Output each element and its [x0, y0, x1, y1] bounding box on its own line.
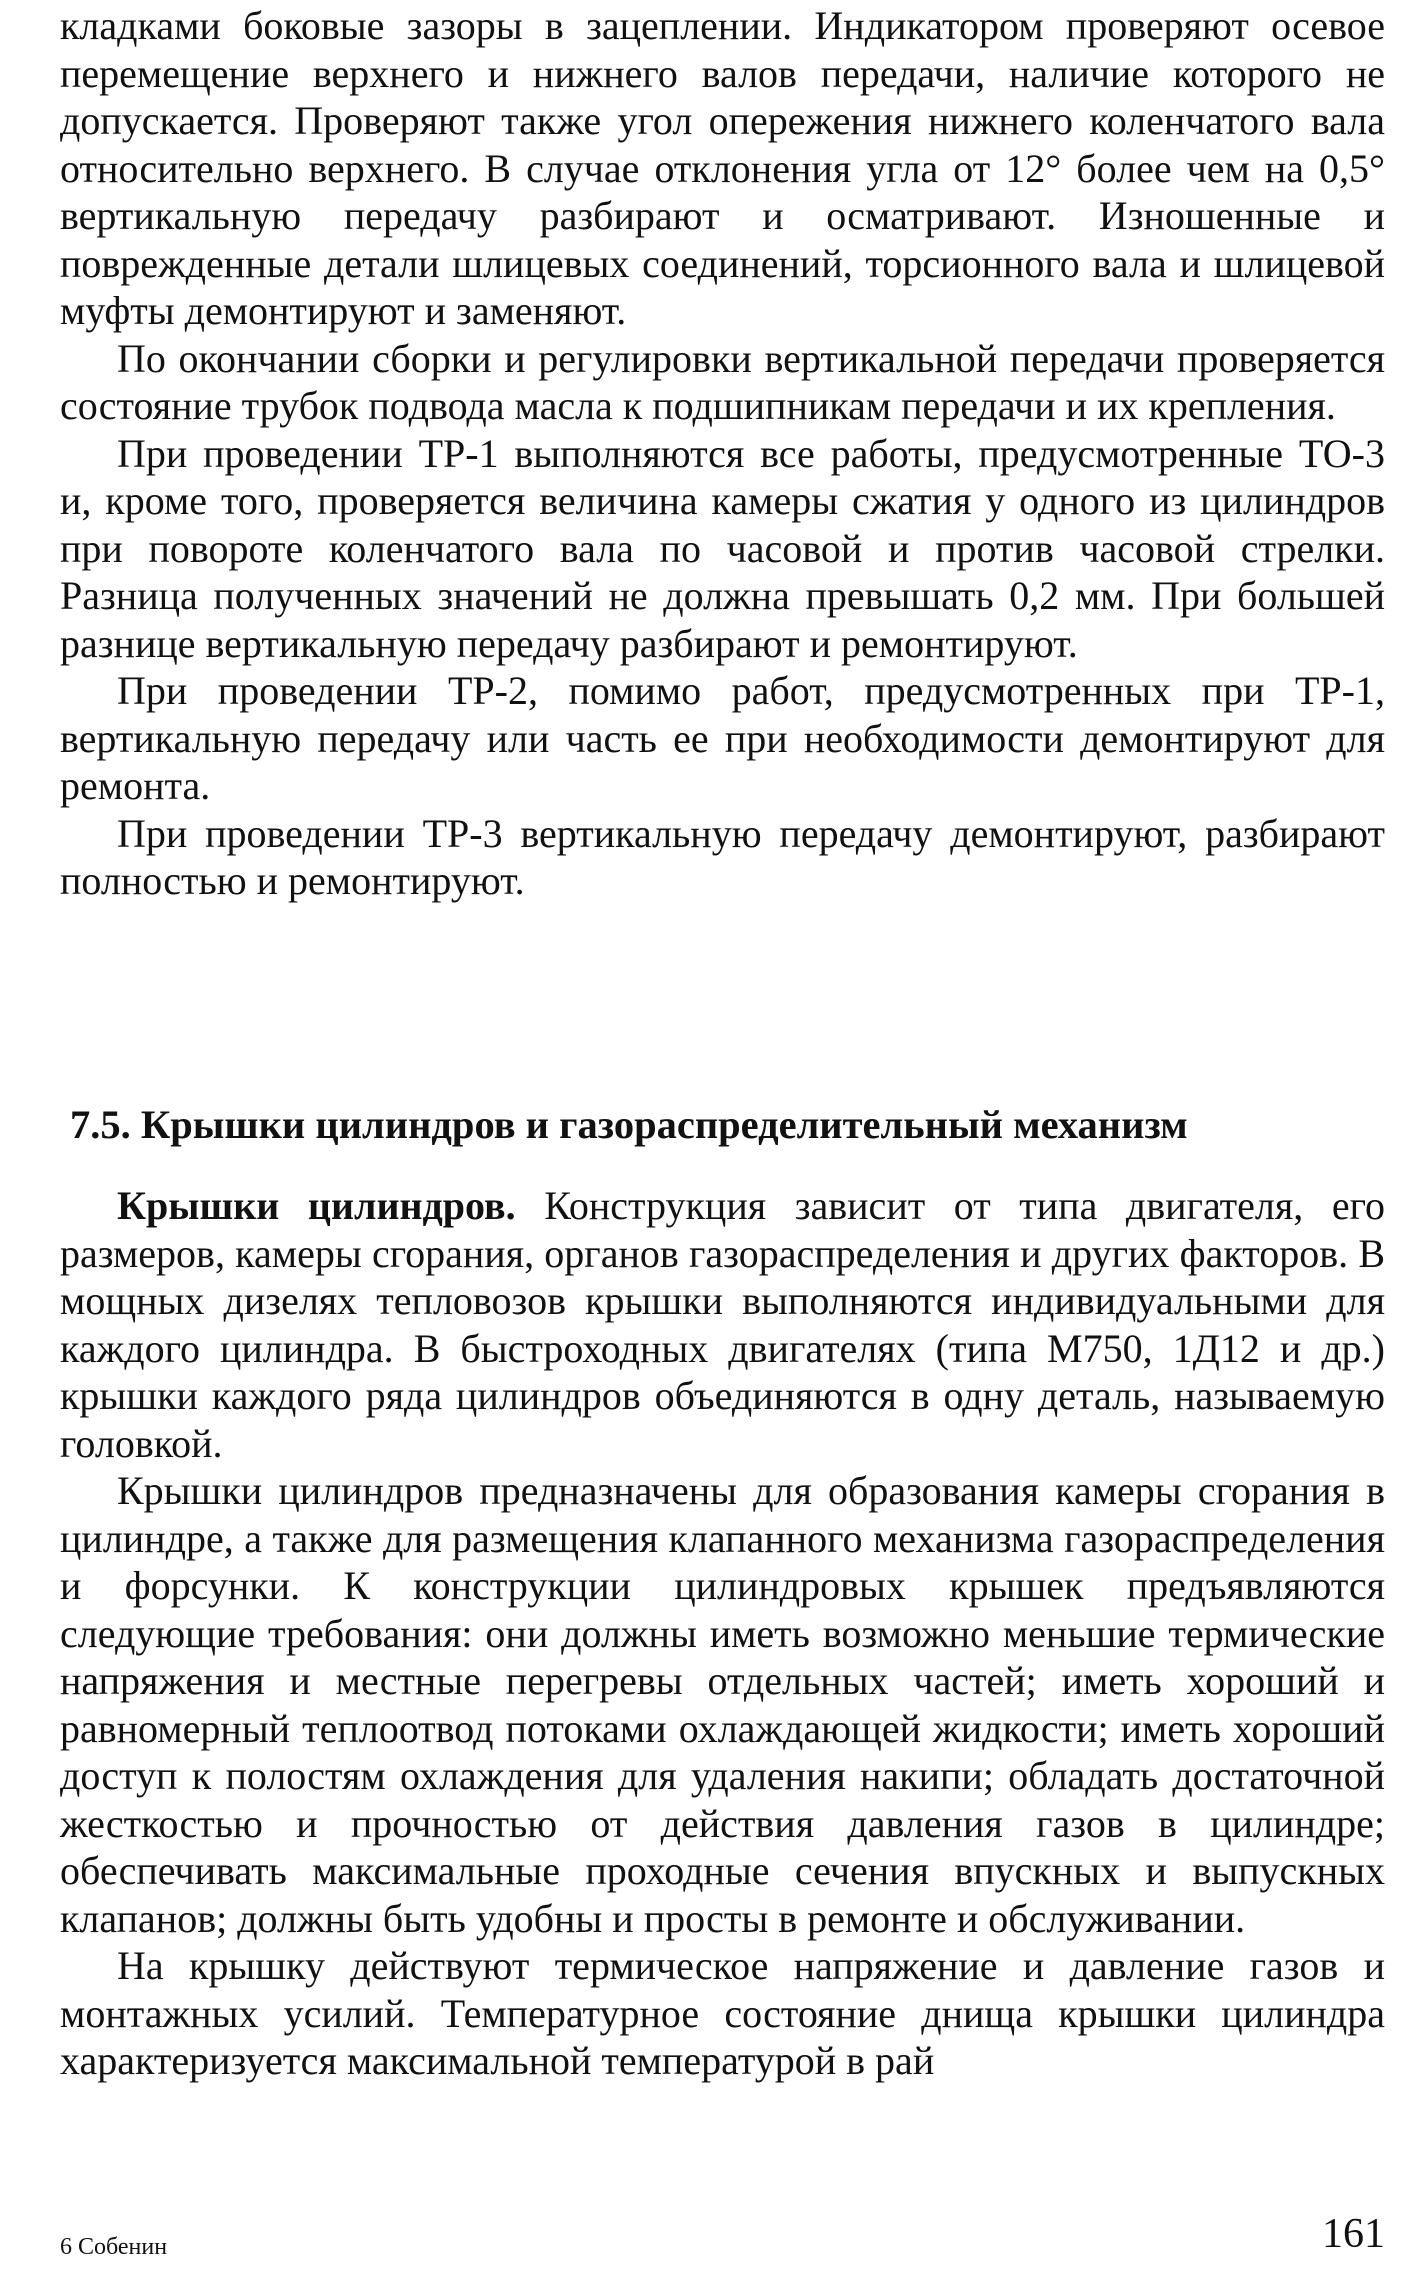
printer-signature: 6 Собенин [60, 2234, 168, 2260]
bottom-text-block [60, 1182, 1385, 2085]
section-heading: 7.5. Крышки цилиндров и газораспределительный механизм [70, 1102, 1188, 1147]
paragraph-cylinder-covers [60, 1182, 1385, 1467]
book-page [60, 0, 1385, 2290]
paragraph-tr1: При проведении ТР-1 выполняются все работы, предусмотренные ТО-3 и, кроме того, проверяется величина камеры сжатия у одного из цилиндров при повороте коленчатого вала по часовой и против часовой стрелки. Разница полученных значений не должна превышать 0,2 мм. При большей разнице вертикальную передачу разбирают и ремонтируют. [60, 430, 1385, 666]
paragraph-assembly-check: По окончании сборки и регулировки вертикальной передачи проверяется состояние трубок подвода масла к подшипникам передачи и их крепления. [60, 335, 1385, 428]
top-text-block [60, 2, 1385, 905]
paragraph-tr2: При проведении ТР-2, помимо работ, предусмотренных при ТР-1, вертикальную передачу или часть ее при необходимости демонтируют для ремонта. [60, 668, 1385, 808]
paragraph-thermal-stress: На крышку действуют термическое напряжение и давление газов и монтажных усилий. Температурное состояние днища крышки цилиндра характеризуется максимальной температурой в рай [60, 1943, 1385, 2083]
paragraph-lead-term: Крышки цилиндров. [117, 1183, 516, 1228]
paragraph-cylinder-covers-body: Конструкция зависит от типа двигателя, его размеров, камеры сгорания, органов газораспределения и других факторов. В мощных дизелях тепловозов крышки выполняются индивидуальными для каждого цилиндра. В быстроходных двигателях (типа М750, 1Д12 и др.) крышки каждого ряда цилиндров объединяются в одну деталь, называемую головкой. [60, 1183, 1386, 1466]
page-number: 161 [1322, 2211, 1385, 2257]
paragraph-tr3: При проведении ТР-3 вертикальную передачу демонтируют, разбирают полностью и ремонтируют. [60, 810, 1385, 903]
paragraph-continued: кладками боковые зазоры в зацеплении. Индикатором проверяют осевое перемещение верхнего и нижнего валов передачи, наличие которого не допускается. Проверяют также угол опережения нижнего коленчатого вала относительно верхнего. В случае отклонения угла от 12° более чем на 0,5° вертикальную передачу разбирают и осматривают. Изношенные и поврежденные детали шлицевых соединений, торсионного вала и шлицевой муфты демонтируют и заменяют. [60, 3, 1385, 333]
paragraph-requirements: Крышки цилиндров предназначены для образования камеры сгорания в цилиндре, а также для размещения клапанного механизма газораспределения и форсунки. К конструкции цилиндровых крышек предъявляются следующие требования: они должны иметь возможно меньшие термические напряжения и местные перегревы отдельных частей; иметь хороший и равномерный теплоотвод потоками охлаждающей жидкости; иметь хороший доступ к полостям охлаждения для удаления накипи; обладать достаточной жесткостью и прочностью от действия давления газов в цилиндре; обеспечивать максимальные проходные сечения впускных и выпускных клапанов; должны быть удобны и просты в ремонте и обслуживании. [60, 1468, 1385, 1941]
